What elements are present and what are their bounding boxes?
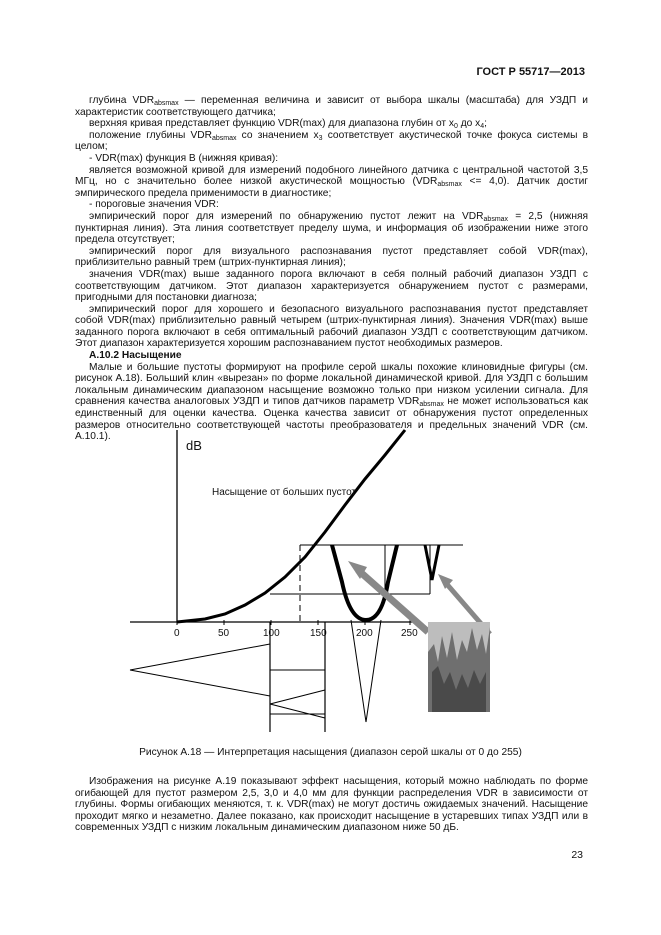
paragraph: верхняя кривая представляет функцию VDR(max) для диапазона глубин от $x_0$ до $x_4$; (89, 118, 488, 131)
y-unit-label: dB (186, 438, 202, 453)
paragraph: - пороговые значения VDR: (89, 199, 219, 211)
paragraph: - VDR(max) функция B (нижняя кривая): (89, 152, 279, 164)
tick-label-250: 250 (401, 628, 418, 639)
paragraph: глубина $VDR_{absmax}$ — переменная величина и зависит от выбора шкалы (масштаба) для УЗДП и характеристик соответствующего датчика; (75, 95, 588, 118)
tick-label-50: 50 (218, 628, 230, 639)
standard-header: ГОСТ Р 55717—2013 (476, 66, 585, 78)
body-text (75, 95, 588, 443)
paragraph: является возможной кривой для измерений подобного линейного датчика с центральной частотой 3,5 МГц, но с значительно более низкой акустической мощностью $(VDR_{absmax} <= 4,0)$. Датчик достиг эмпирического предела применимости в диагностике; (75, 164, 588, 199)
figure-caption: Рисунок А.18 — Интерпретация насыщения (диапазон серой шкалы от 0 до 255) (139, 747, 522, 758)
dynamic-curve (177, 430, 405, 622)
section-heading: А.10.2 Насыщение (89, 350, 182, 362)
paragraph: значения VDR(max) выше заданного порога включают в себя полный рабочий диапазон УЗДП с соответствующим датчиком. Этот диапазон характеризуется обнаружением пустот с размерами, пригодными для постановки диагноза; (75, 268, 588, 304)
page-number: 23 (571, 849, 583, 861)
small-void-wedge (425, 545, 439, 580)
large-void-wedge (332, 545, 397, 620)
tick-label-150: 150 (310, 628, 327, 639)
body-text-after (75, 776, 588, 834)
tick-label-0: 0 (174, 628, 180, 639)
paragraph: эмпирический порог для хорошего и безопасного визуального распознавания пустот представляет собой VDR(max) приблизительно равный четырем (штрих-пунктирная линия). Значения VDR(max) выше заданного порога включают в себя оптимальный рабочий диапазон УЗДП с соответствующим датчиком. Этот диапазон характеризуется хорошим распознаванием пустот необходимых размеров. (75, 303, 588, 350)
paragraph: положение глубины $VDR_{absmax}$ со значением $x_3$ соответствует акустической точке фокуса системы в целом; (75, 129, 588, 153)
greyscale-profile-image (428, 622, 490, 712)
figure-a18 (120, 422, 540, 732)
paragraph: Малые и большие пустоты формируют на профиле серой шкалы похожие клиновидные фигуры (см. рисунок А.18). Больший клин «вырезан» по форме локальной динамической кривой. Для УЗДП с большим локальным динамическим диапазоном насыщение возможно только при низком усилении сигнала. Для сравнения качества аналоговых УЗДП и типов датчиков параметр $VDR_{absmax}$ не может использоваться как единственный для оценки качества. Оценка качества зависит от обнаружения пустот определенных размеров относительно соответствующей частоты преобразователя и предельных значений VDR (см. А.10.1). (75, 361, 588, 443)
paragraph: Изображения на рисунке А.19 показывают эффект насыщения, который можно наблюдать по форме огибающей для пустот размером 2,5, 3,0 и 4,0 мм для функции распределения VDR в зависимости от глубины. Формы огибающих меняются, т. к. VDR(max) не могут достичь ожидаемых значений. Насыщение проходит мягко и незаметно. Далее показано, как происходит насыщение в устаревших типах УЗДП или в современных УЗДП с низким локальным динамическим диапазоном ниже 50 дБ. (75, 776, 588, 834)
saturation-annotation: Насыщение от больших пустот (212, 487, 356, 498)
tick-label-100: 100 (263, 628, 280, 639)
paragraph: эмпирический порог для визуального распознавания пустот представляет собой VDR(max), приблизительно равный трем (штрих-пунктирная линия); (75, 245, 588, 269)
tick-label-200: 200 (356, 628, 373, 639)
saturation-diagram (120, 422, 540, 732)
arrow-shaft (358, 570, 428, 632)
paragraph: эмпирический порог для измерений по обнаружению пустот лежит на $VDR_{absmax} = 2,5$ (нижняя пунктирная линия). Эта линия соответствует пределу шума, и информация об изображении ниже этого предела отсутствует; (75, 210, 588, 246)
